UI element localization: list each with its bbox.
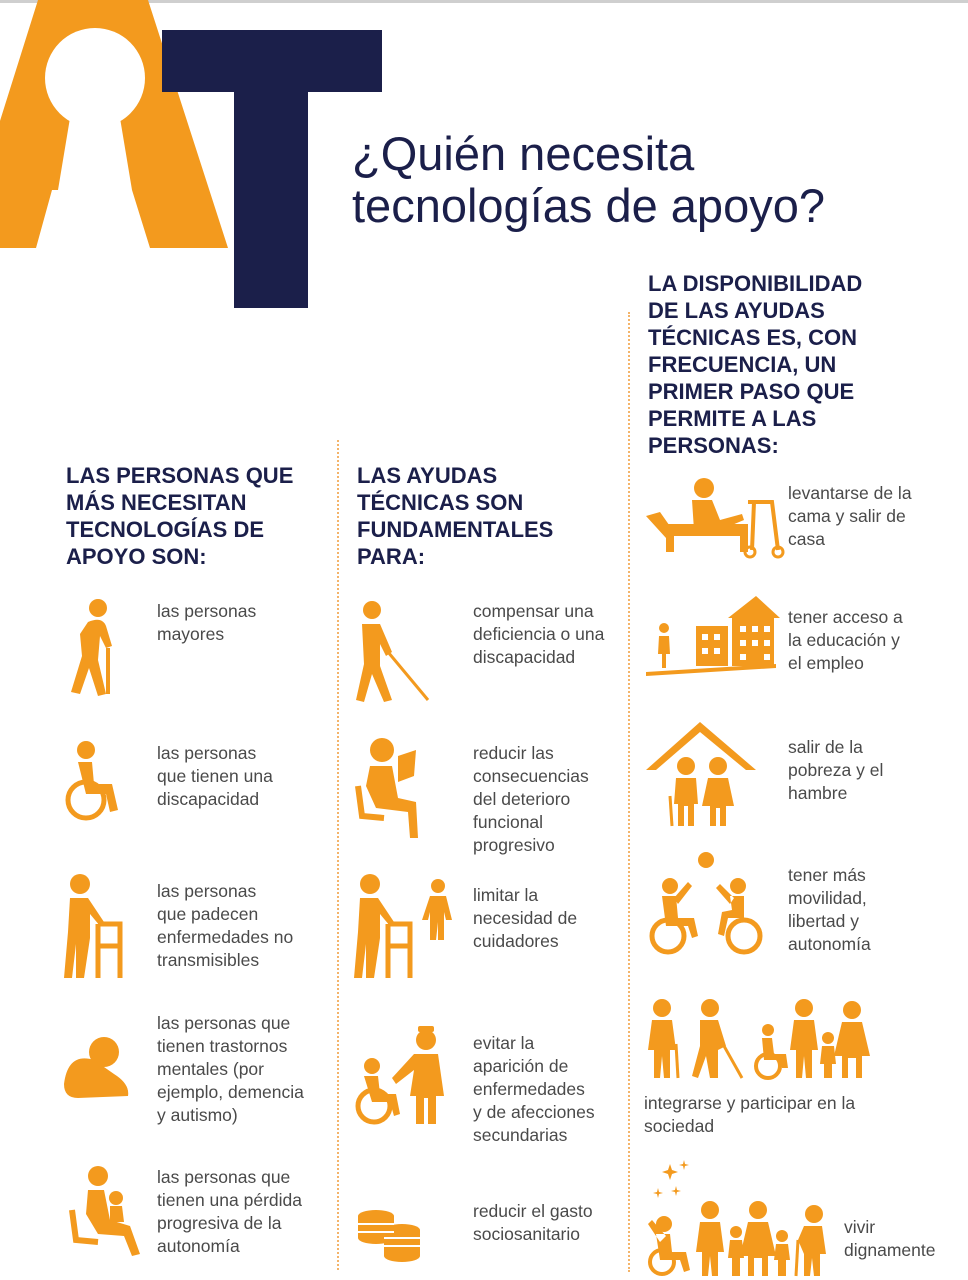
column-3-item-3-text [788,736,883,805]
text-line: las personas [157,601,257,621]
column-1-item-2-text [157,742,273,811]
column-divider-1 [337,440,339,1270]
column-3-item-2-text [788,606,903,675]
text-line: funcional [473,812,544,832]
text-line: las personas que [157,1167,291,1187]
person-walker-icon [62,872,132,982]
text-line: y de afecciones [473,1102,595,1122]
text-line: secundarias [473,1125,568,1145]
heading-line: LAS PERSONAS QUE [66,463,294,488]
text-line: del deterioro [473,789,571,809]
text-line: las personas que [157,1013,291,1033]
column-2-item-4-text [473,1032,595,1147]
text-line: mayores [157,624,225,644]
text-line: discapacidad [473,647,576,667]
column-3-heading [648,270,948,459]
elderly-person-cane-icon [62,598,132,702]
text-line: las personas [157,881,257,901]
at-logo [0,0,390,310]
text-line: limitar la [473,885,539,905]
nurse-wheelchair-icon [352,1024,452,1128]
text-line: consecuencias [473,766,589,786]
text-line: tener más [788,865,866,885]
school-building-icon [646,596,786,678]
heading-line: TECNOLOGÍAS DE [66,517,265,542]
text-line: autonomía [788,934,871,954]
heading-line: FRECUENCIA, UN [648,352,837,377]
page-title [352,128,825,232]
text-line: evitar la [473,1033,535,1053]
column-3-item-6-text [844,1216,935,1262]
heading-line: DE LAS AYUDAS [648,298,825,323]
column-2-item-3-text [473,884,577,953]
text-line: movilidad, [788,888,867,908]
heading-line: MÁS NECESITAN [66,490,247,515]
text-line: compensar una [473,601,594,621]
column-3-item-5-text [644,1092,855,1138]
text-line: libertad y [788,911,860,931]
column-2-item-5-text [473,1200,593,1246]
text-line: aparición de [473,1056,569,1076]
seated-elder-child-icon [64,1164,148,1260]
text-line: vivir [844,1217,876,1237]
heading-line: PARA: [357,544,426,569]
text-line: reducir las [473,743,554,763]
text-line: la educación y [788,630,900,650]
column-1-item-1-text [157,600,256,646]
text-line: transmisibles [157,950,260,970]
text-line: hambre [788,783,848,803]
wheelchair-user-icon [62,740,132,826]
community-group-icon [644,998,874,1082]
text-line: reducir el gasto [473,1201,593,1221]
text-line: tienen trastornos [157,1036,288,1056]
text-line: levantarse de la [788,483,912,503]
heading-line: APOYO SON: [66,544,207,569]
text-line: las personas [157,743,257,763]
text-line: el empleo [788,653,864,673]
column-2-item-1-text [473,600,604,669]
person-reading-icon [354,736,430,842]
text-line: y autismo) [157,1105,238,1125]
blind-person-cane-icon [352,600,434,706]
text-line: que tienen una [157,766,273,786]
heading-line: FUNDAMENTALES [357,517,554,542]
heading-line: TÉCNICAS SON [357,490,524,515]
text-line: necesidad de [473,908,578,928]
text-line: integrarse y participar en la [644,1093,856,1113]
wheelchair-basketball-icon [644,852,764,960]
column-2-item-2-text [473,742,589,857]
text-line: pobreza y el [788,760,884,780]
heading-line: LAS AYUDAS [357,463,498,488]
text-line: enfermedades [473,1079,585,1099]
celebration-group-icon [640,1158,836,1278]
text-line: sociosanitario [473,1224,580,1244]
column-2-heading [357,462,617,570]
text-line: tener acceso a [788,607,903,627]
title-line-2: tecnologías de apoyo? [352,179,825,232]
text-line: sociedad [644,1116,715,1136]
house-family-icon [646,722,758,830]
text-line: mentales (por [157,1059,264,1079]
bed-rollator-icon [646,476,786,560]
crouching-person-icon [58,1034,138,1104]
column-1-item-3-text [157,880,293,972]
text-line: dignamente [844,1240,936,1260]
column-1-heading [66,462,326,570]
walker-and-child-icon [352,872,456,982]
text-line: que padecen [157,904,259,924]
text-line: progresivo [473,835,555,855]
text-line: salir de la [788,737,863,757]
title-line-1: ¿Quién necesita [352,127,695,180]
column-divider-2 [628,312,630,1272]
heading-line: PRIMER PASO QUE [648,379,855,404]
text-line: progresiva de la [157,1213,282,1233]
heading-line: PERSONAS: [648,433,779,458]
heading-line: TÉCNICAS ES, CON [648,325,858,350]
text-line: cuidadores [473,931,559,951]
heading-line: LA DISPONIBILIDAD [648,271,863,296]
text-line: deficiencia o una [473,624,605,644]
text-line: autonomía [157,1236,240,1256]
heading-line: PERMITE A LAS [648,406,817,431]
column-3-item-1-text [788,482,912,551]
column-3-item-4-text [788,864,871,956]
text-line: enfermedades no [157,927,294,947]
text-line: tienen una pérdida [157,1190,302,1210]
column-1-item-5-text [157,1166,302,1258]
text-line: casa [788,529,825,549]
text-line: discapacidad [157,789,260,809]
column-1-item-4-text [157,1012,304,1127]
text-line: ejemplo, demencia [157,1082,304,1102]
text-line: cama y salir de [788,506,906,526]
coins-stack-icon [354,1206,426,1266]
